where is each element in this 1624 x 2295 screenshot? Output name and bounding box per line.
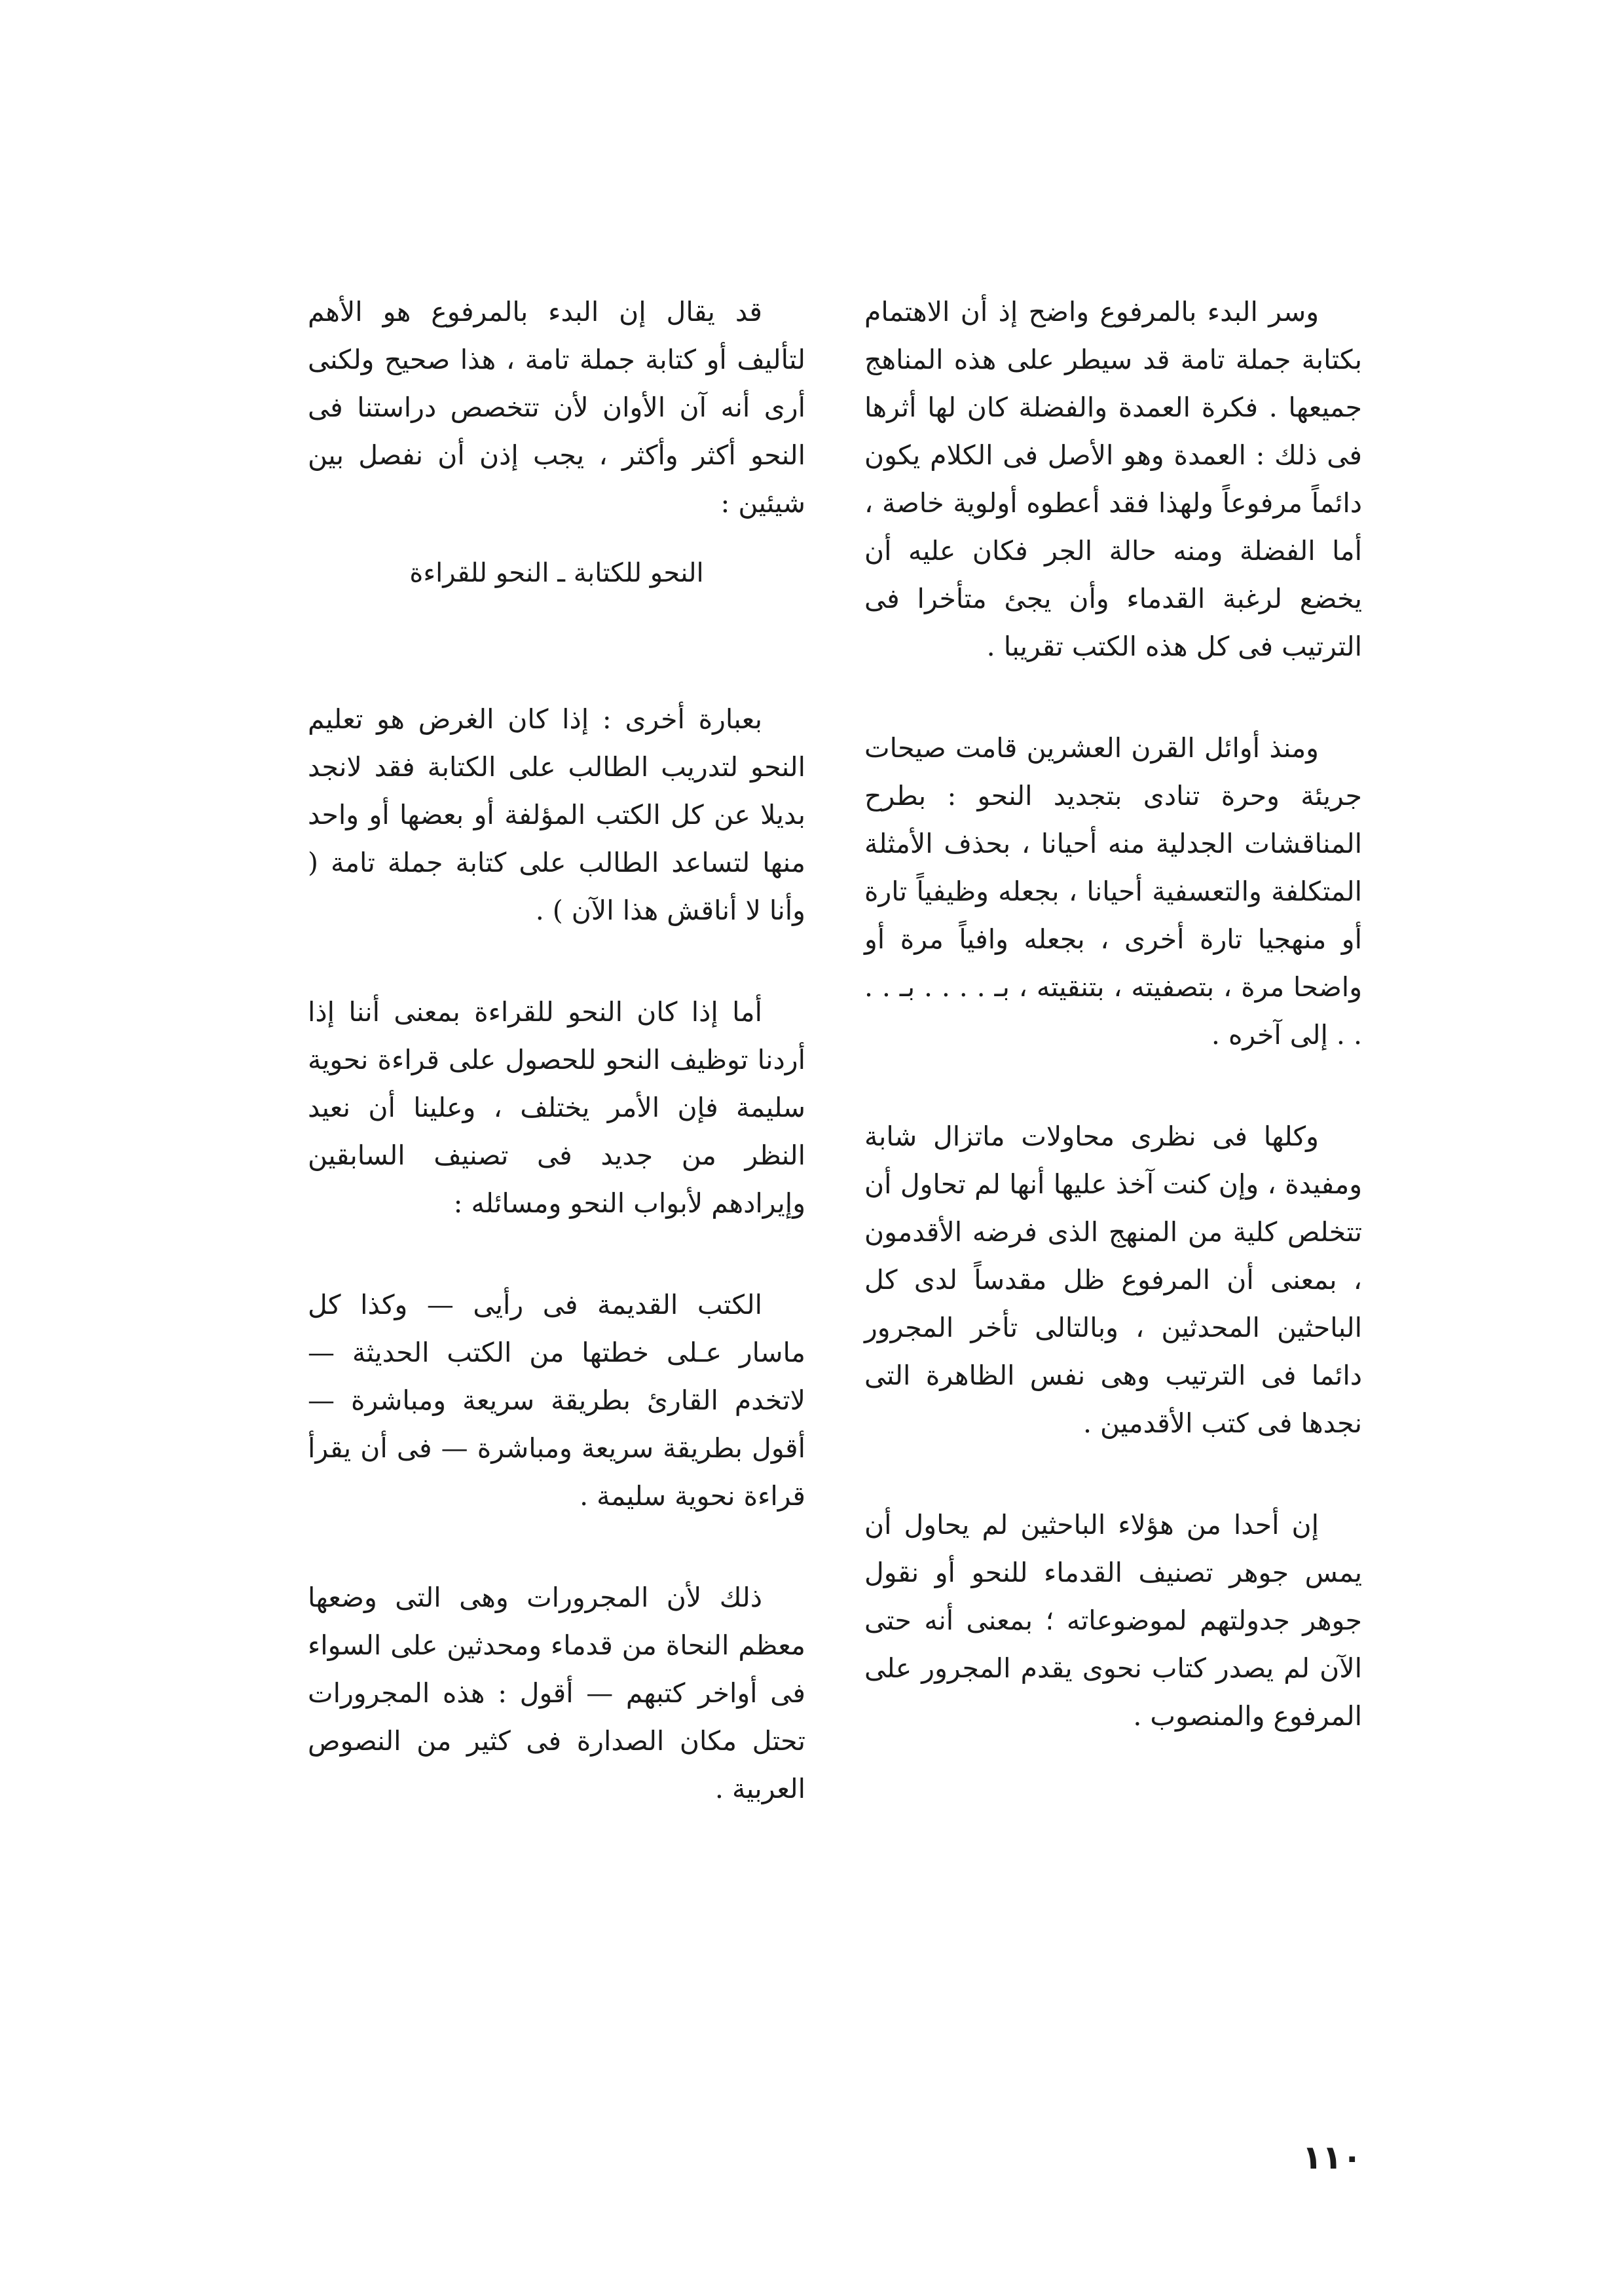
paragraph-two-purposes: قد يقال إن البدء بالمرفوع هو الأهم لتأليف أو كتابة جملة تامة ، هذا صحيح ولكنى أرى أنه آن الأوان لأن تتخصص دراستنا فى النحو أكثر وأكثر ، يجب إذن أن نفصل بين شيئين : <box>308 296 805 519</box>
paragraph-no-reclassification: إن أحدا من هؤلاء الباحثين لم يحاول أن يمس جوهر تصنيف القدماء للنحو أو نقول جوهر جدولتهم لموضوعاته ؛ بمعنى أنه حتى الآن لم يصدر كتاب نحوى يقدم المجرور على المرفوع والمنصوب . <box>864 1509 1362 1732</box>
left-column <box>308 288 805 1867</box>
paragraph-majrurat: ذلك لأن المجرورات وهى التى وضعها معظم النحاة من قدماء ومحدثين على السواء فى أواخر كتبهم — أقول : هذه المجرورات تحتل مكان الصدارة فى كثير من النصوص العربية . <box>308 1582 805 1804</box>
paragraph-old-books: الكتب القديمة فى رأيى — وكذا كل ماسار عـلى خطتها من الكتب الحديثة — لاتخدم القارئ بطريقة سريعة ومباشرة — أقول بطريقة سريعة ومباشرة — فى أن يقرأ قراءة نحوية سليمة . <box>308 1289 805 1512</box>
paragraph-grammar-for-reading: أما إذا كان النحو للقراءة بمعنى أننا إذا أردنا توظيف النحو للحصول على قراءة نحوية سليمة فإن الأمر يختلف ، وعلينا أن نعيد النظر من جديد فى تصنيف السابقين وإيرادهم لأبواب النحو ومسائله : <box>308 996 805 1219</box>
paragraph-marfu-precedence: وسر البدء بالمرفوع واضح إذ أن الاهتمام بكتابة جملة تامة قد سيطر على هذه المناهج جميعها . فكرة العمدة والفضلة كان لها أثرها فى ذلك : العمدة وهو الأصل فى الكلام يكون دائماً مرفوعاً ولهذا فقد أعطوه أولوية خاصة ، أما الفضلة ومنه حالة الجر فكان عليه أن يخضع لرغبة القدماء وأن يجئ متأخرا فى الترتيب فى كل هذه الكتب تقريبا . <box>864 296 1362 662</box>
paragraph-modern-attempts: وكلها فى نظرى محاولات ماتزال شابة ومفيدة ، وإن كنت آخذ عليها أنها لم تحاول أن تتخلص كلية من المنهج الذى فرضه الأقدمون ، بمعنى أن المرفوع ظل مقدساً لدى كل الباحثين المحدثين ، وبالتالى تأخر المجرور دائما فى الترتيب وهى نفس الظاهرة التى نجدها فى كتب الأقدمين . <box>864 1121 1362 1439</box>
right-column <box>864 288 1362 1794</box>
grammar-writing-reading-line: النحو للكتابة ـ النحو للقراءة <box>409 558 704 588</box>
paragraph-grammar-for-writing: بعبارة أخرى : إذا كان الغرض هو تعليم النحو لتدريب الطالب على الكتابة فقد لانجد بديلا عن كل الكتب المؤلفة أو بعضها أو واحد منها لتساعد الطالب على كتابة جملة تامة ( وأنا لا أناقش هذا الآن ) . <box>308 703 805 926</box>
paragraph-renewal-calls: ومنذ أوائل القرن العشرين قامت صيحات جريئة وحرة تنادى بتجديد النحو : بطرح المناقشات الجدلية منه أحيانا ، بحذف الأمثلة المتكلفة والتعسفية أحيانا ، بجعله وظيفياً تارة أو منهجيا تارة أخرى ، بجعله وافياً مرة أو واضحا مرة ، بتصفيته ، بتنقيته ، بـ . . . . بـ . . . . إلى آخره . <box>864 732 1362 1051</box>
page-number: ١١٠ <box>1302 2138 1362 2176</box>
